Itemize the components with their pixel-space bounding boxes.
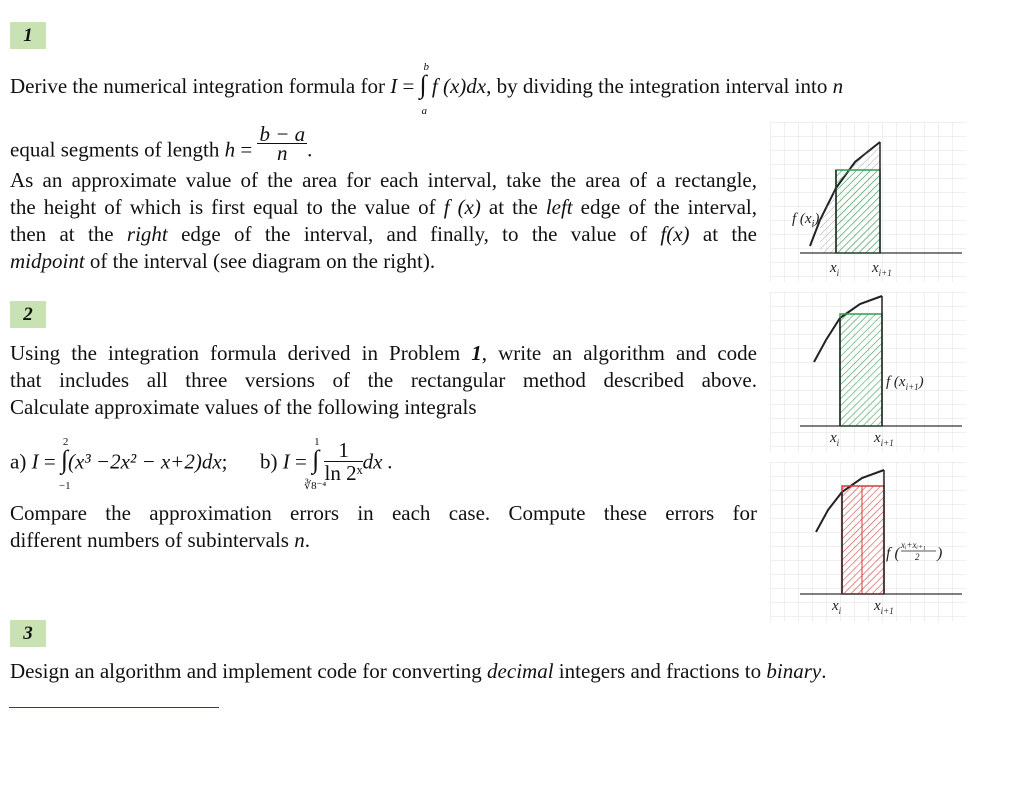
problem-1-line-3 (10, 221, 757, 248)
problem-3-text (10, 658, 826, 685)
p3-a: Design an algorithm and implement code for converting (10, 659, 488, 683)
p1-line3-fx: f(x) (660, 222, 690, 246)
diagram-2-x-right: $x_{i+1}$ (874, 430, 894, 448)
integral-b-denominator: ln 2ˣ (324, 461, 363, 485)
p2-line2-text: that includes all three versions of the rectangular method described above. (10, 368, 757, 392)
diagram-3-x-left: $x_i$ (832, 598, 842, 616)
problem-3-label: 3 (10, 620, 46, 647)
integral-b-eq: = (289, 449, 313, 474)
integral-b-fraction (324, 439, 362, 484)
diagram-2-height-label: f $(x_{i+1})$ (886, 374, 924, 392)
p3-c: . (821, 659, 827, 683)
intro-after: , by dividing the integration interval into (486, 74, 833, 98)
integral-b-sign: ∫ 1 ∛8⁻⁴ (312, 445, 319, 474)
intro-n: n (832, 74, 844, 98)
problem-1-segment-line: equal segments of length h = $\frac{b - a}{n}$ . (10, 122, 313, 165)
p2-line1-a: Using the integration formula derived in Problem (10, 341, 472, 365)
diagram-1-height-label: f $(x_i)$ (792, 211, 820, 230)
diagram-3-frac-num: xᵢ+xᵢ₊₁ (901, 540, 926, 550)
problem-1-label: 1 (10, 22, 46, 49)
integral-lower: a (421, 105, 428, 117)
p1-line2-a: the height of which is first equal to the value of (10, 195, 444, 219)
integral-b-upper: 1 (314, 436, 320, 449)
fraction-b-a-over-n (257, 122, 307, 165)
integral-b-lower: ∛8⁻⁴ (304, 480, 327, 493)
diagram-3-x-right: $x_{i+1}$ (874, 598, 894, 616)
p3-binary: binary (766, 659, 822, 683)
p1-line2-b: at the (480, 195, 546, 219)
rectangle-method-diagrams (770, 122, 966, 622)
p1-line3-b: edge of the interval, and finally, to the value of (167, 222, 661, 246)
problem-1-line-4 (10, 248, 435, 275)
p3-decimal: decimal (487, 659, 554, 683)
problem-2-integrals (10, 436, 393, 493)
integral-b-dx: dx . (362, 449, 393, 474)
p2-line5-b: . (304, 528, 310, 552)
integral-a-eq: = (38, 449, 61, 474)
problem-2-line-2 (10, 367, 757, 394)
integral-b-I: I (282, 449, 290, 474)
p2-line5-n: n (294, 528, 305, 552)
diagram-1-x-left: $x_i$ (830, 260, 840, 278)
fraction-numerator: b − a (259, 122, 306, 146)
p1-line2-fx: f (x) (443, 195, 481, 219)
p2-line3-text: Calculate approximate values of the following integrals (10, 395, 477, 419)
segment-text: equal segments of length (10, 137, 225, 162)
p1-line2-left: left (545, 195, 573, 219)
problem-2-line-3 (10, 394, 477, 421)
p2-line1-num: 1 (471, 341, 482, 365)
diagram-midpoint-rectangle (770, 462, 966, 622)
integral-b-label: b) (260, 449, 283, 474)
p1-line1-text: As an approximate value of the area for each interval, take the area of a rectangle, (10, 168, 757, 192)
intro-eq: = (397, 74, 420, 98)
problem-2-line-4 (10, 500, 757, 527)
diagram-3-frac-den: 2 (915, 552, 920, 562)
intro-I: I (390, 74, 398, 98)
p3-b: integers and fractions to (553, 659, 767, 683)
p1-line3-a: then at the (10, 222, 127, 246)
integral-a-lower: −1 (58, 480, 71, 493)
integral-a-I: I (31, 449, 39, 474)
diagram-right-rectangle (770, 292, 966, 452)
problem-1-line-2 (10, 194, 757, 221)
diagram-left-rectangle (770, 122, 966, 282)
p1-line3-right: right (126, 222, 168, 246)
segment-h: h (224, 137, 236, 162)
p1-line2-c: edge of the interval, (572, 195, 757, 219)
problem-2-line-5 (10, 527, 310, 554)
problem-1-line-1 (10, 167, 757, 194)
p2-line4-text: Compare the approximation errors in each case. Compute these errors for (10, 501, 757, 525)
diagram-3-close: ) (937, 545, 943, 562)
integral-a-integrand: (x³ −2x² − x+2)dx (68, 449, 222, 474)
footnote-rule (9, 707, 219, 708)
p1-line3-c: at the (689, 222, 758, 246)
p1-line4-mid: midpoint (10, 249, 85, 273)
fraction-denominator: n (277, 141, 288, 165)
integral-a-upper: 2 (62, 436, 69, 449)
diagram-3-height-label: f ( (886, 545, 900, 562)
problem-2-label: 2 (10, 301, 46, 328)
integrand: f (x)dx (431, 74, 487, 98)
integral-a-end: ; (221, 449, 228, 474)
p2-line1-b: , write an algorithm and code (481, 341, 757, 365)
p2-line5-a: different numbers of subintervals (10, 528, 295, 552)
integral-b-numerator: 1 (324, 439, 362, 462)
problem-2-line-1 (10, 340, 757, 367)
intro-text: Derive the numerical integration formula for (10, 74, 391, 98)
diagram-1-x-right: $x_{i+1}$ (872, 260, 892, 278)
integral-a-label: a) (10, 449, 32, 474)
integral-sign: ∫ b a (420, 70, 427, 99)
diagram-2-x-left: $x_i$ (830, 430, 840, 448)
integral-upper: b (423, 61, 430, 73)
problem-1-intro (10, 61, 844, 117)
p1-line4-rest: of the interval (see diagram on the right). (84, 249, 436, 273)
integral-a-sign: ∫ 2 −1 (61, 445, 68, 474)
